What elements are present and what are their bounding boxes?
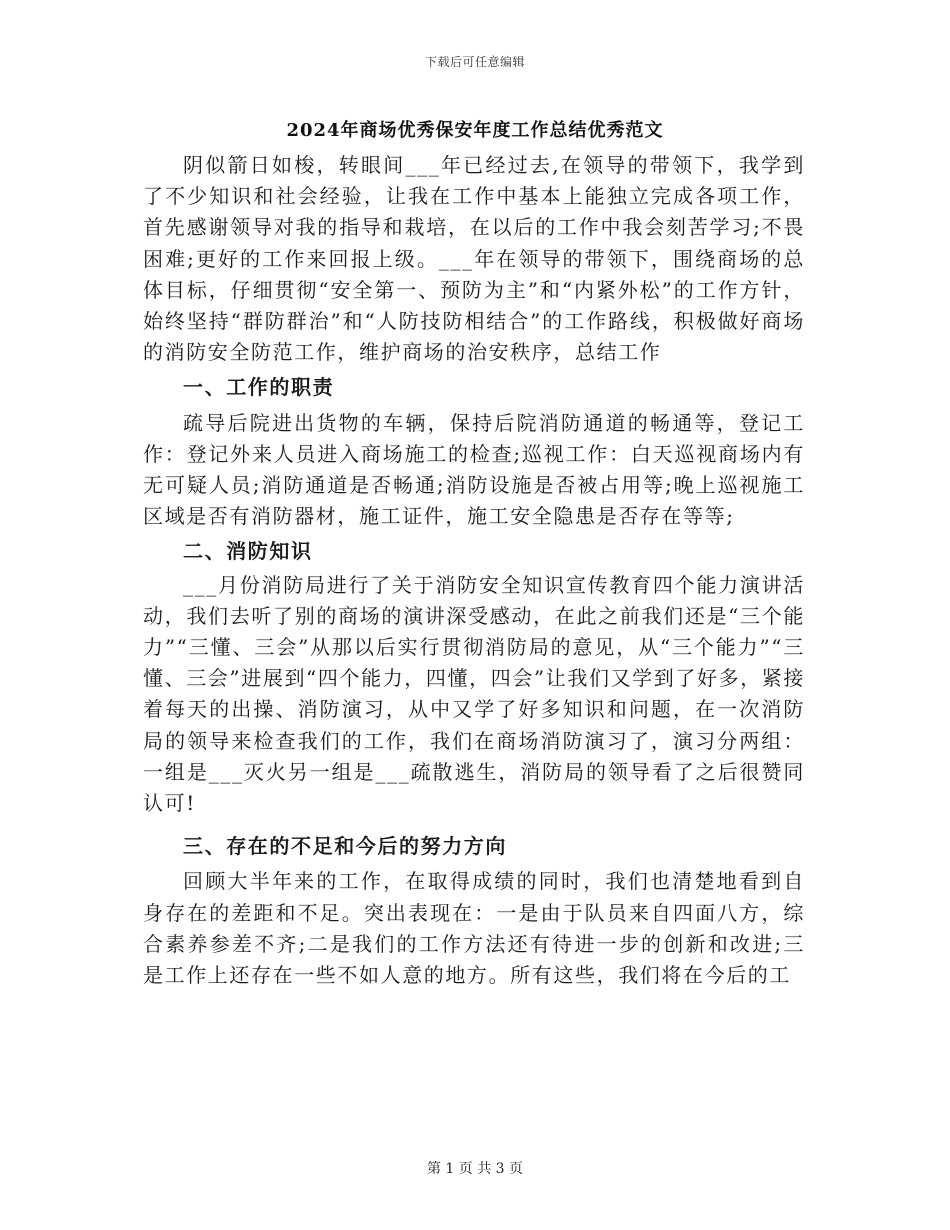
section-heading-duties: 一、工作的职责 xyxy=(183,375,335,400)
section-body-duties: 疏导后院进出货物的车辆，保持后院消防通道的畅通等，登记工作：登记外来人员进入商场施工的检查;巡视工作：白天巡视商场内有无可疑人员;消防通道是否畅通;消防设施是否被占用等;晚上巡视施工区域是否有消防器材，施工证件，施工安全隐患是否存在等等; xyxy=(143,410,805,529)
document-title: 2024年商场优秀保安年度工作总结优秀范文 xyxy=(286,120,664,141)
intro-paragraph: 阴似箭日如梭，转眼间___年已经过去,在领导的带领下，我学到了不少知识和社会经验，让我在工作中基本上能独立完成各项工作，首先感谢领导对我的指导和栽培，在以后的工作中我会刻苦学习;不畏困难;更好的工作来回报上级。___年在领导的带领下，围绕商场的总体目标，仔细贯彻“安全第一、预防为主”和“内紧外松”的工作方针，始终坚持“群防群治”和“人防技防相结合”的工作路线，积极做好商场的消防安全防范工作，维护商场的治安秩序，总结工作 xyxy=(143,153,805,365)
document-body xyxy=(143,150,805,991)
section-body-fire-knowledge: ___月份消防局进行了关于消防安全知识宣传教育四个能力演讲活动，我们去听了别的商场的演讲深受感动，在此之前我们还是“三个能力”“三懂、三会”从那以后实行贯彻消防局的意见，从“三个能力”“三懂、三会”进展到“四个能力，四懂，四会”让我们又学到了好多，紧接着每天的出操、消防演习，从中又学了好多知识和问题，在一次消防局的领导来检查我们的工作，我们在商场消防演习了，演习分两组：一组是___灭火另一组是___疏散逃生，消防局的领导看了之后很赞同认可! xyxy=(143,572,805,816)
page-number-footer: 第 1 页 共 3 页 xyxy=(426,1161,524,1177)
section-heading-shortcomings: 三、存在的不足和今后的努力方向 xyxy=(183,834,507,859)
section-heading-fire-knowledge: 二、消防知识 xyxy=(183,539,313,564)
section-body-shortcomings: 回顾大半年来的工作，在取得成绩的同时，我们也清楚地看到自身存在的差距和不足。突出表现在：一是由于队员来自四面八方，综合素养参差不齐;二是我们的工作方法还有待进一步的创新和改进;三是工作上还存在一些不如人意的地方。所有这些，我们将在今后的工 xyxy=(143,869,805,988)
page-header-note: 下载后可任意编辑 xyxy=(424,55,525,69)
